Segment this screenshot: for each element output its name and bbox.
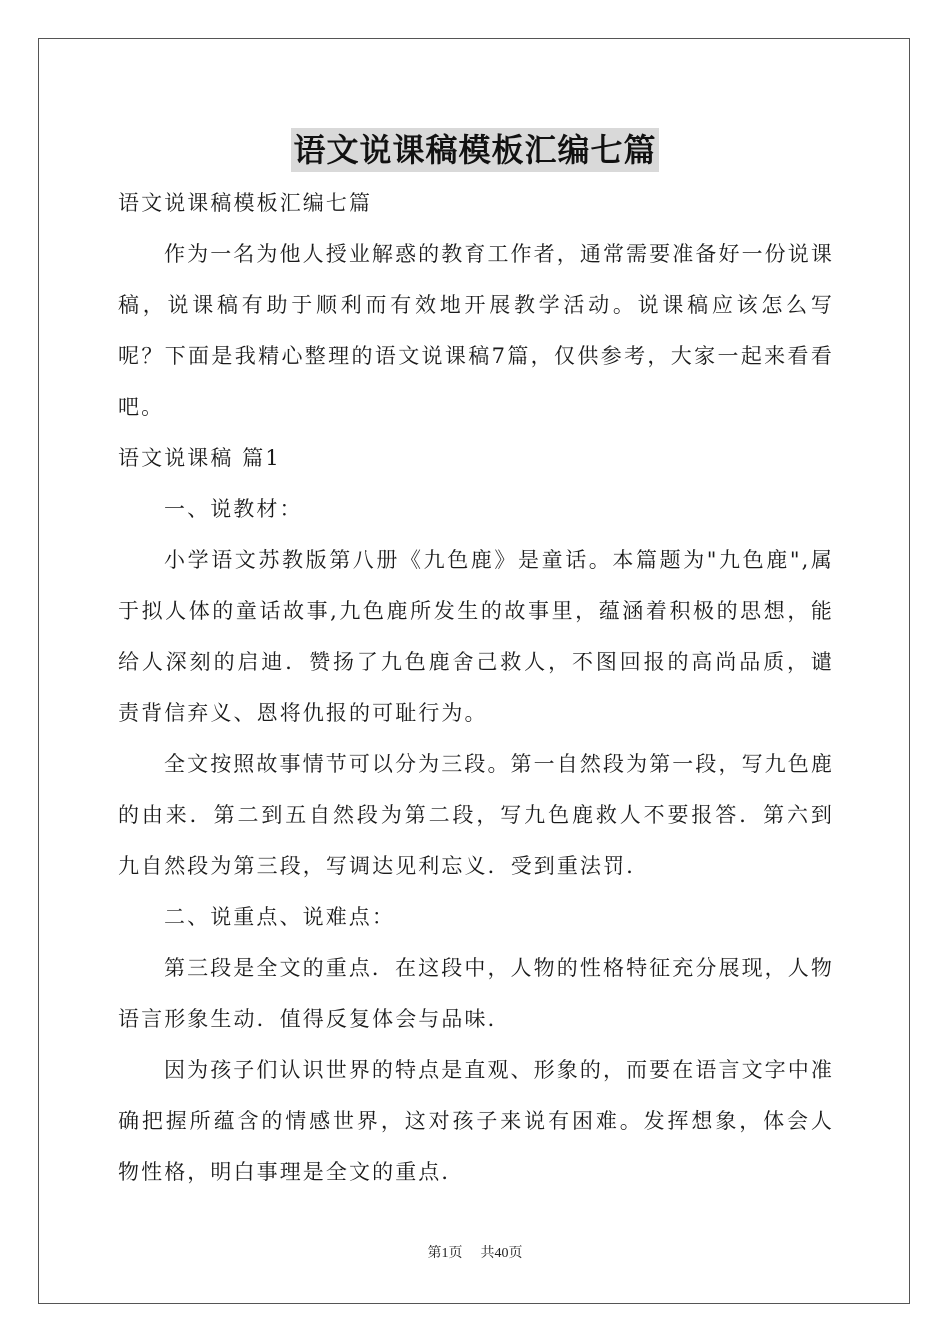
paragraph-key-point: 第三段是全文的重点．在这段中，人物的性格特征充分展现，人物语言形象生动．值得反复体会与品味．	[118, 956, 834, 1031]
paragraph-subtitle: 语文说课稿模板汇编七篇	[118, 191, 373, 215]
paragraph-textbook: 小学语文苏教版第八册《九色鹿》是童话。本篇题为"九色鹿",属于拟人体的童话故事,九色鹿所发生的故事里，蕴涵着积极的思想，能给人深刻的启迪．赞扬了九色鹿舍己救人，不图回报的高尚品质，谴责背信弃义、恩将仇报的可耻行为。	[118, 548, 834, 725]
document-body	[118, 178, 834, 1198]
paragraph-intro: 作为一名为他人授业解惑的教育工作者，通常需要准备好一份说课稿，说课稿有助于顺利而有效地开展教学活动。说课稿应该怎么写呢？下面是我精心整理的语文说课稿7篇，仅供参考，大家一起来看看吧。	[118, 242, 834, 419]
page-number: 第1页	[427, 1246, 463, 1261]
subheading-textbook: 一、说教材：	[164, 497, 303, 521]
title-container	[0, 128, 950, 172]
document-title: 语文说课稿模板汇编七篇	[291, 128, 658, 172]
subheading-key-points: 二、说重点、说难点：	[164, 905, 395, 929]
page-total: 共40页	[480, 1246, 523, 1261]
paragraph-difficulty: 因为孩子们认识世界的特点是直观、形象的，而要在语言文字中准确把握所蕴含的情感世界，这对孩子来说有困难。发挥想象，体会人物性格，明白事理是全文的重点．	[118, 1058, 834, 1184]
paragraph-structure: 全文按照故事情节可以分为三段。第一自然段为第一段，写九色鹿的由来．第二到五自然段为第二段，写九色鹿救人不要报答．第六到九自然段为第三段，写调达见利忘义．受到重法罚．	[118, 752, 834, 878]
page-footer	[0, 1244, 950, 1264]
section-heading: 语文说课稿 篇1	[118, 446, 281, 470]
